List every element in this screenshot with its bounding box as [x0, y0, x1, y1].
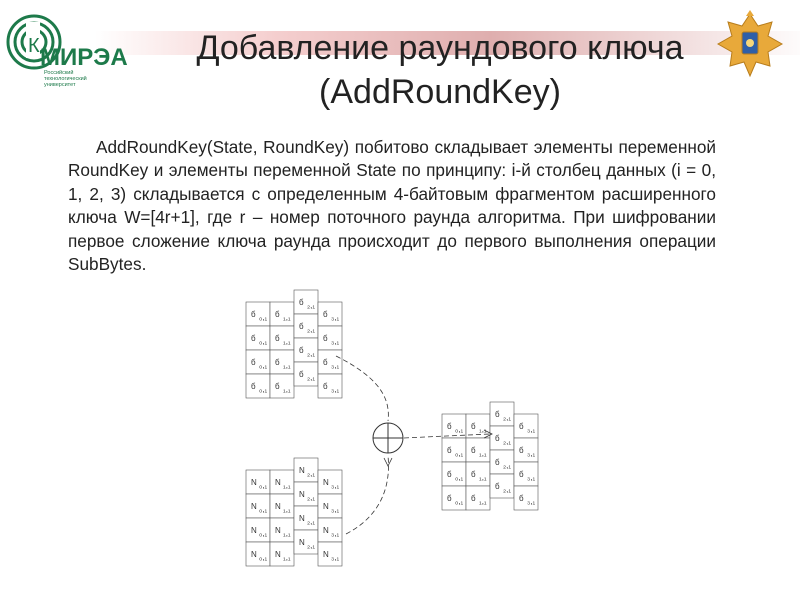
state-cell-label: б — [323, 358, 328, 367]
result-cell-subscript: ₀,₁ — [455, 473, 464, 482]
state-cell-subscript: ₂,₁ — [307, 349, 316, 358]
result-cell-subscript: ₂,₁ — [503, 413, 512, 422]
key-cell-label: N — [299, 490, 305, 499]
key-cell-label: N — [275, 526, 281, 535]
state-cell-subscript: ₃,₁ — [331, 361, 340, 370]
result-cell-label: б — [495, 434, 500, 443]
result-cell-label: б — [495, 482, 500, 491]
key-cell-label: N — [275, 550, 281, 559]
round-key-matrix — [246, 458, 342, 566]
result-cell-label: б — [447, 422, 452, 431]
key-cell-label: N — [299, 538, 305, 547]
key-cell-subscript: ₀,₁ — [259, 529, 268, 538]
state-cell-label: б — [299, 346, 304, 355]
key-cell-subscript: ₃,₁ — [331, 481, 340, 490]
state-cell-label: б — [275, 334, 280, 343]
key-cell-subscript: ₂,₁ — [307, 469, 316, 478]
state-cell-label: б — [275, 358, 280, 367]
state-cell-label: б — [323, 382, 328, 391]
logo-subtitle-line: университет — [44, 82, 76, 88]
logo-subtitle-line: технологический — [44, 76, 87, 82]
key-cell-subscript: ₃,₁ — [331, 553, 340, 562]
state-cell-subscript: ₃,₁ — [331, 313, 340, 322]
key-cell-label: N — [251, 526, 257, 535]
state-cell-label: б — [251, 382, 256, 391]
key-cell-label: N — [275, 478, 281, 487]
result-cell-label: б — [471, 446, 476, 455]
state-cell-label: б — [323, 334, 328, 343]
result-cell-label: б — [447, 470, 452, 479]
xor-operator — [373, 423, 403, 453]
result-cell-subscript: ₀,₁ — [455, 497, 464, 506]
result-cell-label: б — [447, 494, 452, 503]
key-cell-label: N — [251, 478, 257, 487]
result-cell-subscript: ₀,₁ — [455, 449, 464, 458]
key-cell-label: N — [323, 478, 329, 487]
result-cell-subscript: ₁,₁ — [479, 473, 487, 482]
key-cell-label: N — [299, 514, 305, 523]
state-cell-label: б — [299, 298, 304, 307]
result-cell-subscript: ₃,₁ — [527, 425, 536, 434]
result-cell-subscript: ₁,₁ — [479, 425, 487, 434]
key-cell-subscript: ₁,₁ — [283, 481, 291, 490]
key-cell-subscript: ₀,₁ — [259, 481, 268, 490]
result-cell-subscript: ₁,₁ — [479, 449, 487, 458]
state-cell-subscript: ₃,₁ — [331, 337, 340, 346]
key-cell-subscript: ₁,₁ — [283, 529, 291, 538]
state-cell-subscript: ₁,₁ — [283, 313, 291, 322]
key-cell-subscript: ₀,₁ — [259, 553, 268, 562]
result-cell-subscript: ₂,₁ — [503, 437, 512, 446]
result-cell-subscript: ₁,₁ — [479, 497, 487, 506]
key-arrow — [346, 456, 389, 534]
logo-subtitle-line: Российский — [44, 70, 74, 76]
key-cell-label: N — [323, 550, 329, 559]
state-arrow — [336, 356, 388, 421]
state-cell-subscript: ₃,₁ — [331, 385, 340, 394]
state-matrix — [246, 290, 342, 398]
result-cell-label: б — [519, 422, 524, 431]
result-cell-label: б — [471, 470, 476, 479]
state-cell-subscript: ₀,₁ — [259, 313, 268, 322]
result-cell-subscript: ₂,₁ — [503, 485, 512, 494]
result-cell-label: б — [495, 458, 500, 467]
key-cell-label: N — [299, 466, 305, 475]
state-cell-subscript: ₂,₁ — [307, 301, 316, 310]
result-cell-subscript: ₃,₁ — [527, 473, 536, 482]
state-cell-label: б — [275, 382, 280, 391]
state-cell-subscript: ₁,₁ — [283, 337, 291, 346]
state-cell-label: б — [251, 358, 256, 367]
state-cell-subscript: ₁,₁ — [283, 361, 291, 370]
result-cell-subscript: ₃,₁ — [527, 497, 536, 506]
key-cell-subscript: ₂,₁ — [307, 541, 316, 550]
result-cell-label: б — [447, 446, 452, 455]
result-cell-label: б — [471, 422, 476, 431]
state-cell-subscript: ₂,₁ — [307, 373, 316, 382]
result-cell-subscript: ₀,₁ — [455, 425, 464, 434]
result-cell-label: б — [471, 494, 476, 503]
key-cell-subscript: ₂,₁ — [307, 493, 316, 502]
state-cell-subscript: ₂,₁ — [307, 325, 316, 334]
key-cell-subscript: ₀,₁ — [259, 505, 268, 514]
key-cell-label: N — [275, 502, 281, 511]
result-matrix — [442, 402, 538, 510]
state-cell-label: б — [251, 310, 256, 319]
key-cell-label: N — [323, 526, 329, 535]
logo-name: МИРЭА — [40, 44, 128, 71]
state-cell-label: б — [299, 322, 304, 331]
state-cell-subscript: ₁,₁ — [283, 385, 291, 394]
state-cell-subscript: ₀,₁ — [259, 385, 268, 394]
state-cell-subscript: ₀,₁ — [259, 337, 268, 346]
state-cell-label: б — [251, 334, 256, 343]
key-cell-subscript: ₁,₁ — [283, 553, 291, 562]
svg-text:К: К — [28, 35, 40, 57]
add-round-key-diagram — [236, 286, 556, 586]
key-cell-label: N — [323, 502, 329, 511]
result-cell-label: б — [519, 446, 524, 455]
result-cell-label: б — [519, 470, 524, 479]
key-cell-subscript: ₃,₁ — [331, 529, 340, 538]
key-cell-subscript: ₃,₁ — [331, 505, 340, 514]
state-cell-subscript: ₀,₁ — [259, 361, 268, 370]
result-cell-label: б — [519, 494, 524, 503]
key-cell-label: N — [251, 550, 257, 559]
key-cell-label: N — [251, 502, 257, 511]
slide-title: Добавление раундового ключа (AddRoundKey) — [196, 29, 684, 111]
result-cell-label: б — [495, 410, 500, 419]
key-cell-subscript: ₂,₁ — [307, 517, 316, 526]
result-cell-subscript: ₃,₁ — [527, 449, 536, 458]
result-cell-subscript: ₂,₁ — [503, 461, 512, 470]
state-cell-label: б — [299, 370, 304, 379]
state-cell-label: б — [323, 310, 328, 319]
key-cell-subscript: ₁,₁ — [283, 505, 291, 514]
state-cell-label: б — [275, 310, 280, 319]
body-paragraph: AddRoundKey(State, RoundKey) побитово складывает элементы переменной RoundKey и элементы переменной State по принципу: i-й столбец данных (i = 0, 1, 2, 3) складывается с определенным 4-байтовым фрагментом расширенного ключа W=[4r+1], где r – номер поточного раунда алгоритма. При шифровании первое сложение ключа раунда происходит до первого выполнения операции SubBytes. — [68, 137, 716, 275]
